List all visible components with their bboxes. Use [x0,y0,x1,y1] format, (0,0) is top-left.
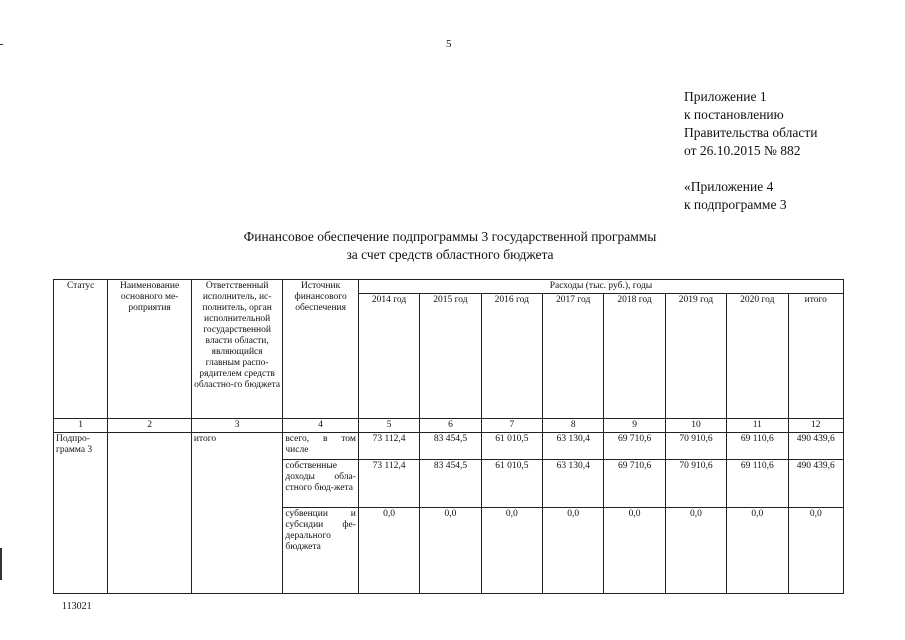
cell-value: 0,0 [665,508,726,594]
table-row [54,433,844,460]
cell-value: 73 112,4 [358,460,419,508]
appendix-line: Правительства области [684,125,818,140]
cell-value: 490 439,6 [788,460,844,508]
column-number: 2 [108,419,192,433]
cell-value: 0,0 [420,508,481,594]
column-number: 10 [665,419,726,433]
cell-value: 69 110,6 [727,460,788,508]
cell-status: Подпро-грамма 3 [54,433,108,594]
cell-value: 63 130,4 [543,433,604,460]
cell-value: 70 910,6 [665,433,726,460]
header-measure-name: Наименование основного ме-роприятия [108,280,192,419]
cell-value: 61 010,5 [481,460,542,508]
column-number: 3 [191,419,283,433]
cell-value: 0,0 [604,508,665,594]
cell-source: собственные доходы обла-стного бюд-жета [283,460,358,508]
scan-edge-mark [0,548,2,580]
header-year-2017: 2017 год [543,294,604,419]
page-number: 5 [446,38,452,50]
header-executor: Ответственный исполнитель, ис-полнитель, орган исполнительной государственной власти области, являющийся главным распо-рядителем средств областно-го бюджета [191,280,283,419]
appendix-line: к постановлению [684,107,784,122]
column-number: 5 [358,419,419,433]
header-year-2019: 2019 год [665,294,726,419]
cell-value: 70 910,6 [665,460,726,508]
cell-executor: итого [191,433,283,594]
cell-value: 69 710,6 [604,460,665,508]
appendix-line: Приложение 1 [684,89,767,104]
header-total: итого [788,294,844,419]
financing-table [53,279,844,594]
header-status: Статус [54,280,108,419]
column-number: 9 [604,419,665,433]
column-number: 4 [283,419,358,433]
title-line-1: Финансовое обеспечение подпрограммы 3 государственной программы [243,229,657,244]
column-number: 12 [788,419,844,433]
column-number: 1 [54,419,108,433]
header-expenses: Расходы (тыс. руб.), годы [358,280,843,294]
appendix-sub-line: к подпрограмме 3 [684,197,787,212]
header-year-2020: 2020 год [727,294,788,419]
cell-value: 0,0 [358,508,419,594]
header-year-2018: 2018 год [604,294,665,419]
header-year-2014: 2014 год [358,294,419,419]
footer-code: 113021 [62,601,92,612]
cell-measure-name [108,433,192,594]
column-number: 6 [420,419,481,433]
appendix-block [684,88,817,214]
appendix-sub-line: «Приложение 4 [684,179,774,194]
cell-value: 83 454,5 [420,460,481,508]
header-year-2015: 2015 год [420,294,481,419]
cell-value: 63 130,4 [543,460,604,508]
cell-value: 83 454,5 [420,433,481,460]
cell-value: 0,0 [481,508,542,594]
column-number: 8 [543,419,604,433]
cell-value: 0,0 [788,508,844,594]
cell-source: всего, в том числе [283,433,358,460]
cell-value: 0,0 [543,508,604,594]
cell-value: 490 439,6 [788,433,844,460]
header-source: Источник финансового обеспечения [283,280,358,419]
cell-value: 0,0 [727,508,788,594]
title-line-2: за счет средств областного бюджета [346,247,554,262]
scan-edge-mark [0,44,3,45]
column-number: 11 [727,419,788,433]
cell-value: 73 112,4 [358,433,419,460]
cell-source: субвенции и субсидии фе-дерального бюджета [283,508,358,594]
cell-value: 61 010,5 [481,433,542,460]
cell-value: 69 110,6 [727,433,788,460]
header-year-2016: 2016 год [481,294,542,419]
cell-value: 69 710,6 [604,433,665,460]
appendix-line: от 26.10.2015 № 882 [684,143,801,158]
column-number: 7 [481,419,542,433]
document-title [150,228,750,264]
